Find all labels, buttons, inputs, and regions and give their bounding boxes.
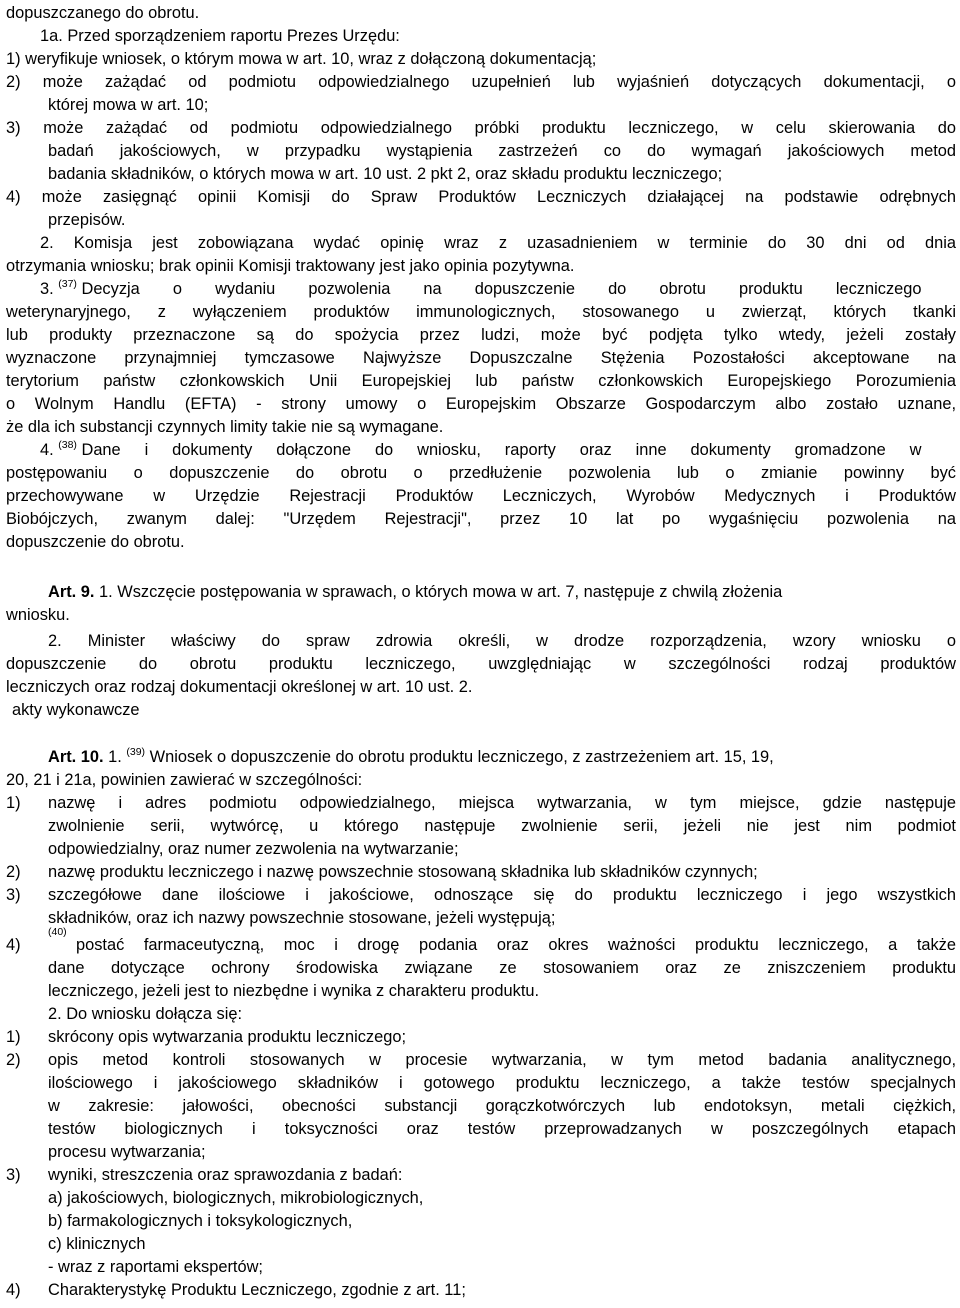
- paragraph-3: [40, 278, 956, 300]
- text-line: szczegółowe dane ilościowe i jakościowe, odnoszące się do produktu leczniczego i jego wszystkich: [48, 886, 956, 904]
- sub-list-item: b) farmakologicznych i toksykologicznych,: [48, 1212, 353, 1230]
- text-line: terytorium państw członkowskich Unii Europejskiej lub państw członkowskich Europejskiego Porozumienia: [6, 372, 956, 390]
- footnote-ref: (38): [58, 439, 77, 451]
- text-line: - wraz z raportami ekspertów;: [48, 1258, 263, 1276]
- text-line: badania składników, o których mowa w art. 10 ust. 2 pkt 2, oraz składu produktu leczniczego;: [48, 165, 723, 183]
- text-line: skrócony opis wytwarzania produktu leczniczego;: [48, 1028, 407, 1046]
- text-line: Decyzja o wydaniu pozwolenia na dopuszczenie do obrotu produktu leczniczego: [81, 280, 922, 298]
- text-line: postępowaniu o dopuszczenie do obrotu o przedłużenie pozwolenia lub o zmianie powinny być: [6, 464, 956, 482]
- sub-list-item: a) jakościowych, biologicznych, mikrobiologicznych,: [48, 1189, 424, 1207]
- text-line: Dane i dokumenty dołączone do wniosku, raporty oraz inne dokumenty gromadzone w: [81, 441, 922, 459]
- text-line: opis metod kontroli stosowanych w procesie wytwarzania, w tym metod badania analitycznego,: [48, 1051, 956, 1069]
- item-number: 2): [6, 863, 21, 881]
- paragraph-number: 3.: [40, 280, 54, 298]
- list-item: 4) może zasięgnąć opinii Komisji do Spraw Produktów Leczniczych działającej na podstawie odrębnych: [6, 188, 956, 206]
- text-line: weterynaryjnego, z wyłączeniem produktów immunologicznych, stosowanego u zwierząt, których tkanki: [6, 303, 956, 321]
- text-line: procesu wytwarzania;: [48, 1143, 206, 1161]
- text-line: leczniczych oraz rodzaj dokumentacji określonej w art. 10 ust. 2.: [6, 678, 473, 696]
- paragraph-2: 2. Komisja jest zobowiązana wydać opinię wraz z uzasadnieniem w terminie do 30 dni od dnia: [40, 234, 956, 252]
- text-line: postać farmaceutyczną, moc i drogę podania oraz okres ważności produktu leczniczego, a także: [76, 936, 956, 954]
- text-line: w zakresie: jałowości, obecności substancji gorączkotwórczych lub endotoksyn, metali ciężkich,: [48, 1097, 956, 1115]
- text-line: nazwę i adres podmiotu odpowiedzialnego, miejsca wytwarzania, w tym miejsce, gdzie następuje: [48, 794, 956, 812]
- text-line: Biobójczych, zwanym dalej: "Urzędem Rejestracji", przez 10 lat po wygaśnięciu pozwolenia na: [6, 510, 956, 528]
- article-heading: Art. 10.: [48, 748, 104, 766]
- paragraph-2: 2. Do wniosku dołącza się:: [48, 1005, 243, 1023]
- text-line: o Wolnym Handlu (EFTA) - strony umowy o Europejskim Obszarze Gospodarczym albo zostało uznane,: [6, 395, 956, 413]
- text-line: odpowiedzialny, oraz numer zezwolenia na wytwarzanie;: [48, 840, 459, 858]
- text-line: wyznaczone przynajmniej tymczasowe Najwyższe Dopuszczalne Stężenia Pozostałości akceptowane na: [6, 349, 956, 367]
- item-number: 1): [6, 794, 21, 812]
- text-line: dopuszczanego do obrotu.: [6, 4, 200, 22]
- item-number: 3): [6, 886, 21, 904]
- text-line: której mowa w art. 10;: [48, 96, 209, 114]
- text-line: 20, 21 i 21a, powinien zawierać w szczególności:: [6, 771, 363, 789]
- item-number: 2): [6, 1051, 21, 1069]
- text-line: składników, oraz ich nazwy powszechnie stosowane, jeżeli występują;: [48, 909, 556, 927]
- paragraph-2: 2. Minister właściwy do spraw zdrowia określi, w drodze rozporządzenia, wzory wniosku o: [48, 632, 956, 650]
- text-line: przechowywane w Urzędzie Rejestracji Produktów Leczniczych, Wyrobów Medycznych i Produktów: [6, 487, 956, 505]
- text-line: zwolnienie serii, wytwórcę, u którego następuje zwolnienie serii, jeżeli nie jest nim podmiot: [48, 817, 956, 835]
- paragraph-4: [40, 439, 956, 461]
- text-line: wniosku.: [6, 606, 70, 624]
- list-item: 2) może zażądać od podmiotu odpowiedzialnego uzupełnień lub wyjaśnień dotyczących dokumentacji, o: [6, 73, 956, 91]
- text-line: ilościowego i jakościowego składników i gotowego produktu leczniczego, a także testów specjalnych: [48, 1074, 956, 1092]
- item-number: 4): [6, 1281, 21, 1299]
- text-line: przepisów.: [48, 211, 126, 229]
- text-line: nazwę produktu leczniczego i nazwę powszechnie stosowaną składnika lub składników czynnych;: [48, 863, 758, 881]
- section-note: akty wykonawcze: [12, 701, 140, 719]
- footnote-ref: (39): [126, 746, 146, 758]
- sub-list-item: c) klinicznych: [48, 1235, 146, 1253]
- text-line: dane dotyczące ochrony środowiska związane ze stosowaniem oraz ze zniszczeniem produktu: [48, 959, 956, 977]
- paragraph-1a: 1a. Przed sporządzeniem raportu Prezes Urzędu:: [40, 27, 400, 45]
- text-line: badań jakościowych, w przypadku wystąpienia zastrzeżeń co do wymagań jakościowych metod: [48, 142, 956, 160]
- text-line: Wniosek o dopuszczenie do obrotu produktu leczniczego, z zastrzeżeniem art. 15, 19,: [149, 748, 774, 766]
- text-line: lub produkty przeznaczone są do spożycia przez ludzi, może być podjęta tylko wtedy, jeżeli zostały: [6, 326, 956, 344]
- text-line: testów biologicznych i toksyczności oraz testów przeprowadzanych w poszczególnych etapach: [48, 1120, 956, 1138]
- text-line: Charakterystykę Produktu Leczniczego, zgodnie z art. 11;: [48, 1281, 466, 1299]
- text-line: wyniki, streszczenia oraz sprawozdania z badań:: [48, 1166, 403, 1184]
- text-line: otrzymania wniosku; brak opinii Komisji traktowany jest jako opinia pozytywna.: [6, 257, 575, 275]
- footnote-ref: (37): [58, 278, 77, 290]
- article-9: [48, 581, 956, 603]
- text-line: leczniczego, jeżeli jest to niezbędne i wynika z charakteru produktu.: [48, 982, 540, 1000]
- article-10: [48, 746, 956, 768]
- text-line: dopuszczenie do obrotu produktu leczniczego, uwzględniając w szczególności rodzaj produktów: [6, 655, 956, 673]
- paragraph-number: 1.: [108, 748, 122, 766]
- text-line: dopuszczenie do obrotu.: [6, 533, 185, 551]
- list-item: 1) weryfikuje wniosek, o którym mowa w art. 10, wraz z dołączoną dokumentacją;: [6, 50, 597, 68]
- paragraph-number: 4.: [40, 441, 54, 459]
- article-heading: Art. 9.: [48, 583, 95, 601]
- list-item: 3) może zażądać od podmiotu odpowiedzialnego próbki produktu leczniczego, w celu skierowania do: [6, 119, 956, 137]
- item-number: 3): [6, 1166, 21, 1184]
- text-line: że dla ich substancji czynnych limity takie nie są wymagane.: [6, 418, 444, 436]
- item-number: 4): [6, 936, 21, 954]
- item-number: 1): [6, 1028, 21, 1046]
- text-line: 1. Wszczęcie postępowania w sprawach, o których mowa w art. 7, następuje z chwilą złożenia: [99, 583, 783, 601]
